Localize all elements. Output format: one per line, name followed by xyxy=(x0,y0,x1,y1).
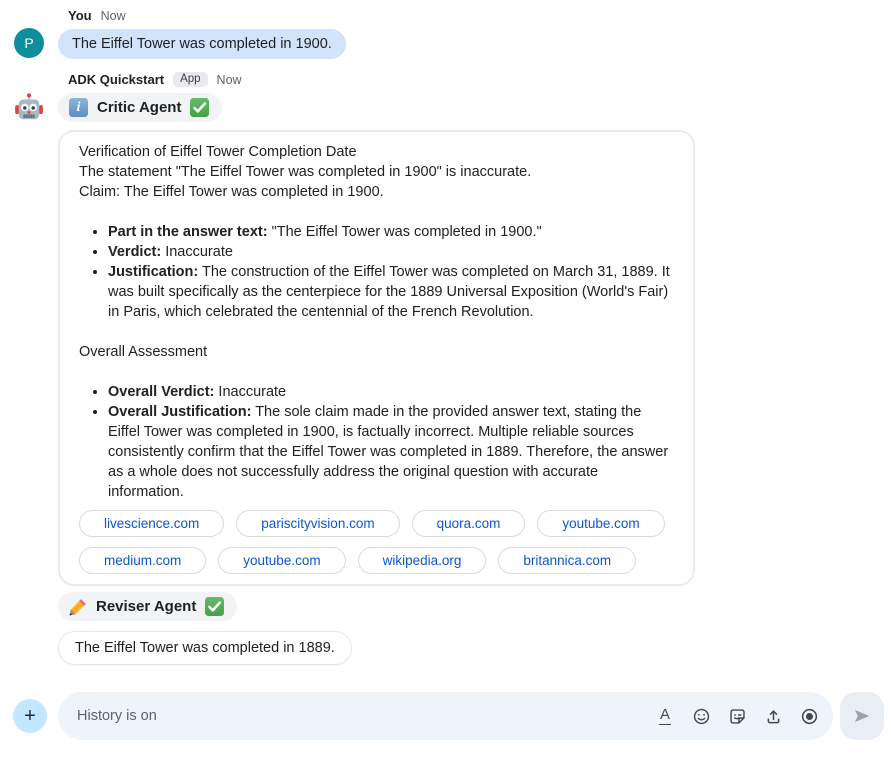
card-text-line: Verification of Eiffel Tower Completion Date xyxy=(79,144,357,160)
source-chip[interactable]: youtube.com xyxy=(537,510,664,537)
sticker-icon[interactable] xyxy=(727,706,747,726)
card-intro xyxy=(79,142,673,202)
message-header xyxy=(68,71,891,88)
send-icon xyxy=(852,706,872,726)
overall-bullet-list xyxy=(79,382,673,502)
user-message-bubble: The Eiffel Tower was completed in 1900. xyxy=(58,29,346,59)
reviser-message-bubble: The Eiffel Tower was completed in 1889. xyxy=(58,631,352,665)
robot-icon xyxy=(14,92,44,122)
bullet-item: • Verdict: Inaccurate xyxy=(108,242,673,262)
message-input-pill[interactable] xyxy=(58,692,833,740)
sender-name: You xyxy=(68,8,92,23)
bullet-item: • Part in the answer text: "The Eiffel Tower was completed in 1900." xyxy=(108,222,673,242)
app-message-group xyxy=(0,71,891,665)
bullet-item: • Overall Verdict: Inaccurate xyxy=(108,382,673,402)
source-chip[interactable]: youtube.com xyxy=(218,547,345,574)
source-chip[interactable]: quora.com xyxy=(412,510,526,537)
critic-agent-header xyxy=(58,93,222,122)
bullet-item: • Justification: The construction of the Eiffel Tower was completed on March 31, 1889. It was built specifically as the centerpiece for the 1889 Universal Exposition (World's Fair) in Paris, which celebrated the centennial of the French Revolution. xyxy=(108,262,673,322)
card-text-line: The statement "The Eiffel Tower was completed in 1900" is inaccurate. xyxy=(79,164,532,180)
compose-bar xyxy=(0,692,891,740)
bullet-item: • Overall Justification: The sole claim made in the provided answer text, stating the Eiffel Tower was completed in 1900, is factually incorrect. Multiple reliable sources consistently confirm that the Eiffel Tower was completed in 1889. Therefore, the answer as a whole does not successfully address the original question with accurate information. xyxy=(108,402,673,502)
source-chip[interactable]: medium.com xyxy=(79,547,206,574)
record-icon[interactable] xyxy=(799,706,819,726)
add-button[interactable]: + xyxy=(13,699,47,733)
message-input[interactable] xyxy=(75,707,655,725)
composer-icons xyxy=(655,706,819,726)
source-chip[interactable]: wikipedia.org xyxy=(358,547,487,574)
timestamp: Now xyxy=(100,8,126,23)
check-icon xyxy=(190,98,209,117)
chat-panel xyxy=(0,7,891,665)
source-chip-list xyxy=(79,510,673,574)
reviser-agent-header xyxy=(58,592,237,621)
source-chip[interactable]: livescience.com xyxy=(79,510,224,537)
claim-bullet-list xyxy=(79,222,673,322)
message-header xyxy=(68,7,891,24)
critic-verification-card xyxy=(58,130,695,586)
info-icon: i xyxy=(69,98,88,117)
overall-assessment-heading: Overall Assessment xyxy=(79,344,208,360)
sender-name: ADK Quickstart xyxy=(68,72,165,87)
emoji-icon[interactable] xyxy=(691,706,711,726)
upload-icon[interactable] xyxy=(763,706,783,726)
source-chip[interactable]: britannica.com xyxy=(498,547,636,574)
card-text-line: Claim: The Eiffel Tower was completed in 1900. xyxy=(79,184,384,200)
user-avatar[interactable]: P xyxy=(14,28,44,58)
send-button[interactable] xyxy=(840,692,884,740)
app-badge: App xyxy=(173,72,207,88)
source-chip[interactable]: pariscityvision.com xyxy=(236,510,399,537)
agent-name: Critic Agent xyxy=(97,99,182,116)
timestamp: Now xyxy=(216,72,242,87)
pencil-icon xyxy=(69,598,87,616)
format-text-icon[interactable]: A xyxy=(655,706,675,726)
check-icon xyxy=(205,597,224,616)
user-message-group xyxy=(0,7,891,59)
bot-avatar[interactable] xyxy=(14,92,44,122)
agent-name: Reviser Agent xyxy=(96,598,197,615)
